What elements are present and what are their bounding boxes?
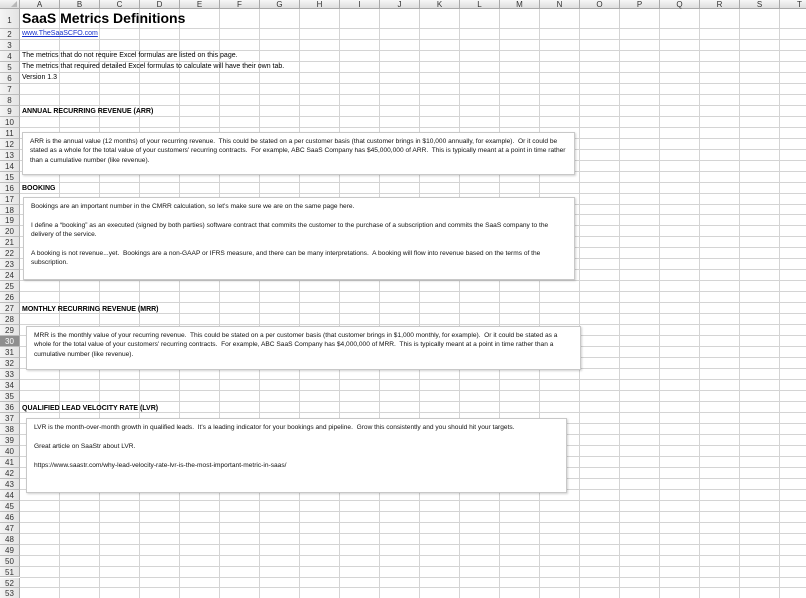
row-header-45[interactable]: 45 — [0, 501, 20, 512]
row-header-29[interactable]: 29 — [0, 325, 20, 336]
gridline-vertical — [139, 9, 140, 598]
row-header-25[interactable]: 25 — [0, 281, 20, 292]
gridline-horizontal — [20, 522, 806, 523]
row-header-23[interactable]: 23 — [0, 259, 20, 270]
gridline-vertical — [419, 9, 420, 598]
column-header-d[interactable]: D — [140, 0, 180, 9]
gridline-vertical — [659, 9, 660, 598]
gridline-horizontal — [20, 72, 806, 73]
cell-A1-title[interactable]: SaaS Metrics Definitions — [22, 10, 186, 26]
gridline-horizontal — [20, 511, 806, 512]
gridline-horizontal — [20, 302, 806, 303]
column-header-g[interactable]: G — [260, 0, 300, 9]
cell-A36-lvr-heading[interactable]: QUALIFIED LEAD VELOCITY RATE (LVR) — [22, 405, 159, 412]
gridline-vertical — [739, 9, 740, 598]
gridline-horizontal — [20, 291, 806, 292]
gridline-vertical — [779, 9, 780, 598]
row-header-22[interactable]: 22 — [0, 248, 20, 259]
row-header-17[interactable]: 17 — [0, 194, 20, 205]
column-header-t[interactable]: T — [780, 0, 806, 9]
gridline-horizontal — [20, 401, 806, 402]
row-header-37[interactable]: 37 — [0, 413, 20, 424]
row-header-48[interactable]: 48 — [0, 534, 20, 545]
column-header-e[interactable]: E — [180, 0, 220, 9]
mrr-text-box[interactable] — [26, 326, 581, 370]
gridline-horizontal — [20, 577, 806, 578]
row-header-31[interactable]: 31 — [0, 347, 20, 358]
row-header-21[interactable]: 21 — [0, 237, 20, 248]
column-header-j[interactable]: J — [380, 0, 420, 9]
row-header-38[interactable]: 38 — [0, 424, 20, 435]
column-header-c[interactable]: C — [100, 0, 140, 9]
arr-paragraph: ARR is the annual value (12 months) of your recurring revenue. This could be stated on a per customer basis (that customer brings in $10,000 annually, for example). Or it could be stated as a whole for the total value of your customers' recurring contracts. For example, ABC SaaS Company has $45,000,000 of ARR. This is typically meant at a point in time rather than a cumulative number (like revenue). — [30, 138, 568, 164]
gridline-vertical — [459, 9, 460, 598]
row-header-1[interactable]: 1 — [0, 9, 20, 29]
row-header-13[interactable]: 13 — [0, 150, 20, 161]
gridline-vertical — [619, 9, 620, 598]
gridline-horizontal — [20, 566, 806, 567]
row-header-5[interactable]: 5 — [0, 62, 20, 73]
column-header-m[interactable]: M — [500, 0, 540, 9]
gridline-horizontal — [20, 390, 806, 391]
row-header-16[interactable]: 16 — [0, 183, 20, 194]
row-header-3[interactable]: 3 — [0, 40, 20, 51]
gridline-horizontal — [20, 533, 806, 534]
row-header-28[interactable]: 28 — [0, 314, 20, 325]
booking-paragraph-2: I define a “booking” as an executed (signed by both parties) software contract that commits the customer to the purchase of a subscription and commits the SaaS company to the delivery of the service. — [31, 221, 550, 239]
row-header-40[interactable]: 40 — [0, 446, 20, 457]
row-header-39[interactable]: 39 — [0, 435, 20, 446]
booking-paragraph-1: Bookings are an important number in the CMRR calculation, so let's make sure we are on the same page here. — [31, 203, 355, 210]
row-header-20[interactable]: 20 — [0, 226, 20, 237]
row-header-26[interactable]: 26 — [0, 292, 20, 303]
row-header-6[interactable]: 6 — [0, 73, 20, 84]
gridline-vertical — [499, 9, 500, 598]
select-all-corner[interactable] — [0, 0, 20, 9]
row-header-50[interactable]: 50 — [0, 556, 20, 567]
row-header-43[interactable]: 43 — [0, 479, 20, 490]
cell-A16-booking-heading[interactable]: BOOKING — [22, 185, 56, 192]
row-header-41[interactable]: 41 — [0, 457, 20, 468]
gridline-vertical — [539, 9, 540, 598]
cell-A6-version[interactable]: Version 1.3 — [22, 74, 58, 81]
row-header-47[interactable]: 47 — [0, 523, 20, 534]
row-header-7[interactable]: 7 — [0, 84, 20, 95]
row-header-4[interactable]: 4 — [0, 51, 20, 62]
gridline-horizontal — [20, 555, 806, 556]
row-header-42[interactable]: 42 — [0, 468, 20, 479]
row-header-12[interactable]: 12 — [0, 139, 20, 150]
gridline-horizontal — [20, 50, 806, 51]
gridline-horizontal — [20, 116, 806, 117]
lvr-article-link[interactable]: https://www.saastr.com/why-lead-velocity-rate-lvr-is-the-most-important-metric-in-saas/ — [34, 461, 287, 469]
row-header-36[interactable]: 36 — [0, 402, 20, 413]
gridline-horizontal — [20, 379, 806, 380]
row-header-49[interactable]: 49 — [0, 545, 20, 556]
lvr-text-box[interactable] — [26, 418, 567, 493]
gridline-vertical — [699, 9, 700, 598]
column-header-l[interactable]: L — [460, 0, 500, 9]
gridline-horizontal — [20, 105, 806, 106]
lvr-paragraph-1: LVR is the month-over-month growth in qualified leads. It's a leading indicator for your bookings and pipeline. Grow this consistently and you should hit your targets. — [34, 424, 515, 431]
gridline-vertical — [99, 9, 100, 598]
cell-A27-mrr-heading[interactable]: MONTHLY RECURRING REVENUE (MRR) — [22, 306, 159, 313]
gridline-horizontal — [20, 193, 806, 194]
column-header-a[interactable]: A — [20, 0, 60, 9]
arr-text-box[interactable] — [22, 132, 575, 175]
column-header-o[interactable]: O — [580, 0, 620, 9]
row-header-30[interactable]: 30 — [0, 336, 20, 347]
row-header-14[interactable]: 14 — [0, 161, 20, 172]
cell-A4-note[interactable]: The metrics that do not require Excel formulas are listed on this page. — [22, 52, 238, 59]
column-header-n[interactable]: N — [540, 0, 580, 9]
column-header-p[interactable]: P — [620, 0, 660, 9]
gridline-horizontal — [20, 500, 806, 501]
column-header-f[interactable]: F — [220, 0, 260, 9]
column-header-h[interactable]: H — [300, 0, 340, 9]
gridline-horizontal — [20, 127, 806, 128]
gridline-horizontal — [20, 544, 806, 545]
gridline-vertical — [219, 9, 220, 598]
row-header-46[interactable]: 46 — [0, 512, 20, 523]
column-header-s[interactable]: S — [740, 0, 780, 9]
row-header-2[interactable]: 2 — [0, 29, 20, 40]
row-header-18[interactable]: 18 — [0, 205, 20, 216]
row-header-15[interactable]: 15 — [0, 172, 20, 183]
gridline-horizontal — [20, 412, 806, 413]
column-header-q[interactable]: Q — [660, 0, 700, 9]
column-header-i[interactable]: I — [340, 0, 380, 9]
gridline-vertical — [339, 9, 340, 598]
row-header-10[interactable]: 10 — [0, 117, 20, 128]
gridline-vertical — [179, 9, 180, 598]
gridline-horizontal — [20, 182, 806, 183]
mrr-paragraph: MRR is the monthly value of your recurring revenue. This could be stated on a per customer basis (that customer brings in $1,000 monthly, for example). Or it could be stated as a whole for the total value of your customers' recurring contracts. For example, ABC SaaS Company has $4,000,000 of MRR. This is typically meant at a point in time rather than a cumulative number (like revenue). — [34, 332, 560, 358]
cell-A2-website-link[interactable]: www.TheSaaSCFO.com — [22, 30, 98, 37]
row-header-9[interactable]: 9 — [0, 106, 20, 117]
gridline-vertical — [379, 9, 380, 598]
gridline-horizontal — [20, 94, 806, 95]
column-header-k[interactable]: K — [420, 0, 460, 9]
gridline-horizontal — [20, 28, 806, 29]
column-header-r[interactable]: R — [700, 0, 740, 9]
row-header-51[interactable]: 51 — [0, 567, 20, 578]
gridline-vertical — [299, 9, 300, 598]
gridline-vertical — [259, 9, 260, 598]
gridline-horizontal — [20, 280, 806, 281]
cell-A5-note[interactable]: The metrics that required detailed Excel formulas to calculate will have their own tab. — [22, 63, 285, 70]
gridline-horizontal — [20, 61, 806, 62]
row-header-52[interactable]: 52 — [0, 578, 20, 589]
row-header-35[interactable]: 35 — [0, 391, 20, 402]
row-header-27[interactable]: 27 — [0, 303, 20, 314]
gridline-vertical — [579, 9, 580, 598]
gridline-vertical — [59, 9, 60, 598]
gridline-horizontal — [20, 83, 806, 84]
booking-text-box[interactable] — [23, 197, 575, 280]
row-header-24[interactable]: 24 — [0, 270, 20, 281]
cell-A9-arr-heading[interactable]: ANNUAL RECURRING REVENUE (ARR) — [22, 108, 154, 115]
gridline-horizontal — [20, 587, 806, 588]
gridline-horizontal — [20, 313, 806, 314]
booking-paragraph-3: A booking is not revenue...yet. Bookings are a non-GAAP or IFRS measure, and there can be many interpretations. A booking will flow into revenue based on the terms of the subscription. — [31, 249, 543, 267]
row-header-34[interactable]: 34 — [0, 380, 20, 391]
row-header-8[interactable]: 8 — [0, 95, 20, 106]
row-header-11[interactable]: 11 — [0, 128, 20, 139]
row-header-44[interactable]: 44 — [0, 490, 20, 501]
row-header-19[interactable]: 19 — [0, 215, 20, 226]
column-header-b[interactable]: B — [60, 0, 100, 9]
row-header-32[interactable]: 32 — [0, 358, 20, 369]
lvr-paragraph-2: Great article on SaaStr about LVR. — [34, 442, 136, 450]
row-header-53[interactable]: 53 — [0, 588, 20, 598]
gridline-horizontal — [20, 39, 806, 40]
row-header-33[interactable]: 33 — [0, 369, 20, 380]
